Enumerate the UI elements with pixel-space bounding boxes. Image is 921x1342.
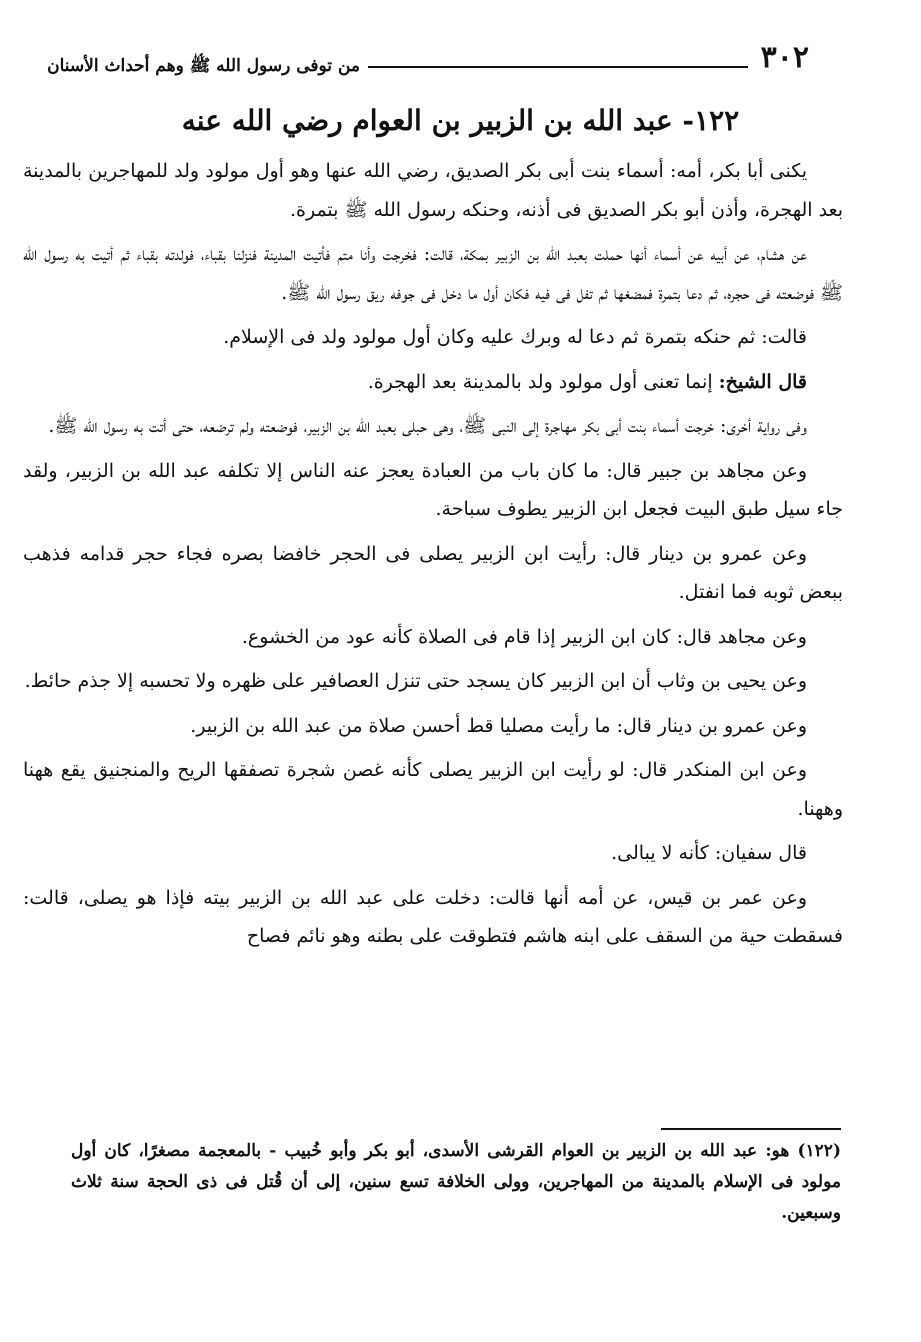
paragraph-text: وعن ابن المنكدر قال: لو رأيت ابن الزبير يصلى كأنه غصن شجرة تصفقها الريح والمنجنيق يقع ههنا وههنا.: [23, 759, 843, 820]
paragraph: [23, 318, 843, 357]
paragraph: [23, 751, 843, 828]
paragraph-text: وعن عمر بن قيس، عن أمه أنها قالت: دخلت على عبد الله بن الزبير بيته فإذا هو يصلى، قالت: فسقطت حية من السقف على ابنه هاشم فتطوقت على بطنه وهو نائم فصاح: [23, 886, 843, 947]
paragraph: [23, 662, 843, 701]
paragraph: [23, 152, 843, 229]
footnote-rule: [661, 1128, 841, 1130]
footnote: (١٢٢) هو: عبد الله بن الزبير بن العوام القرشى الأسدى، أبو بكر وأبو خُبيب - بالمعجمة مصغرًا، كان أول مولود فى الإسلام بالمدينة من المهاجرين، وولى الخلافة تسع سنين، إلى أن قُتل فى ذى الحجة سنة ثلاث وسبعين.: [71, 1141, 842, 1223]
paragraph: [23, 707, 843, 746]
paragraph: [23, 235, 843, 312]
running-head: من توفى رسول الله ﷺ وهم أحداث الأسنان: [47, 56, 360, 76]
body-text: [23, 152, 843, 962]
paragraph: [23, 363, 843, 402]
paragraph-text: قالت: ثم حنكه بتمرة ثم دعا له وبرك عليه وكان أول مولود ولد فى الإسلام.: [223, 326, 807, 348]
paragraph: [23, 407, 843, 446]
paragraph-text: يكنى أبا بكر، أمه: أسماء بنت أبى بكر الصديق، رضي الله عنها وهو أول مولود ولد للمهاجرين بالمدينة بعد الهجرة، وأذن أبو بكر الصديق فى أذنه، وحنكه رسول الله ﷺ بتمرة.: [23, 160, 843, 221]
paragraph-text: وعن عمرو بن دينار قال: ما رأيت مصليا قط أحسن صلاة من عبد الله بن الزبير.: [190, 714, 807, 737]
paragraph: [23, 618, 843, 657]
speaker-label: قال الشيخ:: [718, 370, 807, 393]
paragraph-text: وعن مجاهد بن جبير قال: ما كان باب من العبادة يعجز عنه الناس إلا تكلفه عبد الله بن الزبير، ولقد جاء سيل طبق البيت فجعل ابن الزبير يطوف سباحة.: [23, 459, 843, 520]
paragraph-text: إنما تعنى أول مولود ولد بالمدينة بعد الهجرة.: [367, 370, 713, 393]
paragraph: [23, 834, 843, 873]
chapter-title: ١٢٢- عبد الله بن الزبير بن العوام رضي الله عنه: [181, 104, 740, 137]
paragraph-text: عن هشام، عن أبيه عن أسماء أنها حملت بعبد الله بن الزبير بمكة، قالت: فخرجت وأنا متم فأتيت المدينة فنزلنا بقباء، فولدته بقباء ثم أتيت به رسول الله ﷺ فوضعته فى حجره، ثم دعا بتمرة فمضغها ثم تفل فى فيه فكان أول ما دخل فى جوفه ريق رسول الله ﷺ.: [23, 243, 843, 304]
header-rule: [368, 66, 748, 68]
paragraph: [23, 452, 843, 529]
paragraph: [23, 879, 843, 956]
page-number: ٣٠٢: [760, 40, 809, 75]
paragraph-text: وعن مجاهد قال: كان ابن الزبير إذا قام فى الصلاة كأنه عود من الخشوع.: [241, 625, 807, 648]
paragraph-text: وعن يحيى بن وثاب أن ابن الزبير كان يسجد حتى تنزل العصافير على ظهره ولا تحسبه إلا جذم حائط.: [24, 670, 807, 692]
paragraph-text: وفى رواية أخرى: خرجت أسماء بنت أبى بكر مهاجرة إلى النبى ﷺ، وهى حبلى بعبد الله بن الزبير، فوضعته ولم ترضعه، حتى أتت به رسول الله ﷺ.: [48, 415, 807, 437]
paragraph-text: وعن عمرو بن دينار قال: رأيت ابن الزبير يصلى فى الحجر خافضا بصره فجاء حجر قدامه فذهب ببعض ثوبه فما انفتل.: [23, 542, 843, 603]
paragraph: [23, 535, 843, 612]
paragraph-text: قال سفيان: كأنه لا يبالى.: [611, 842, 807, 864]
